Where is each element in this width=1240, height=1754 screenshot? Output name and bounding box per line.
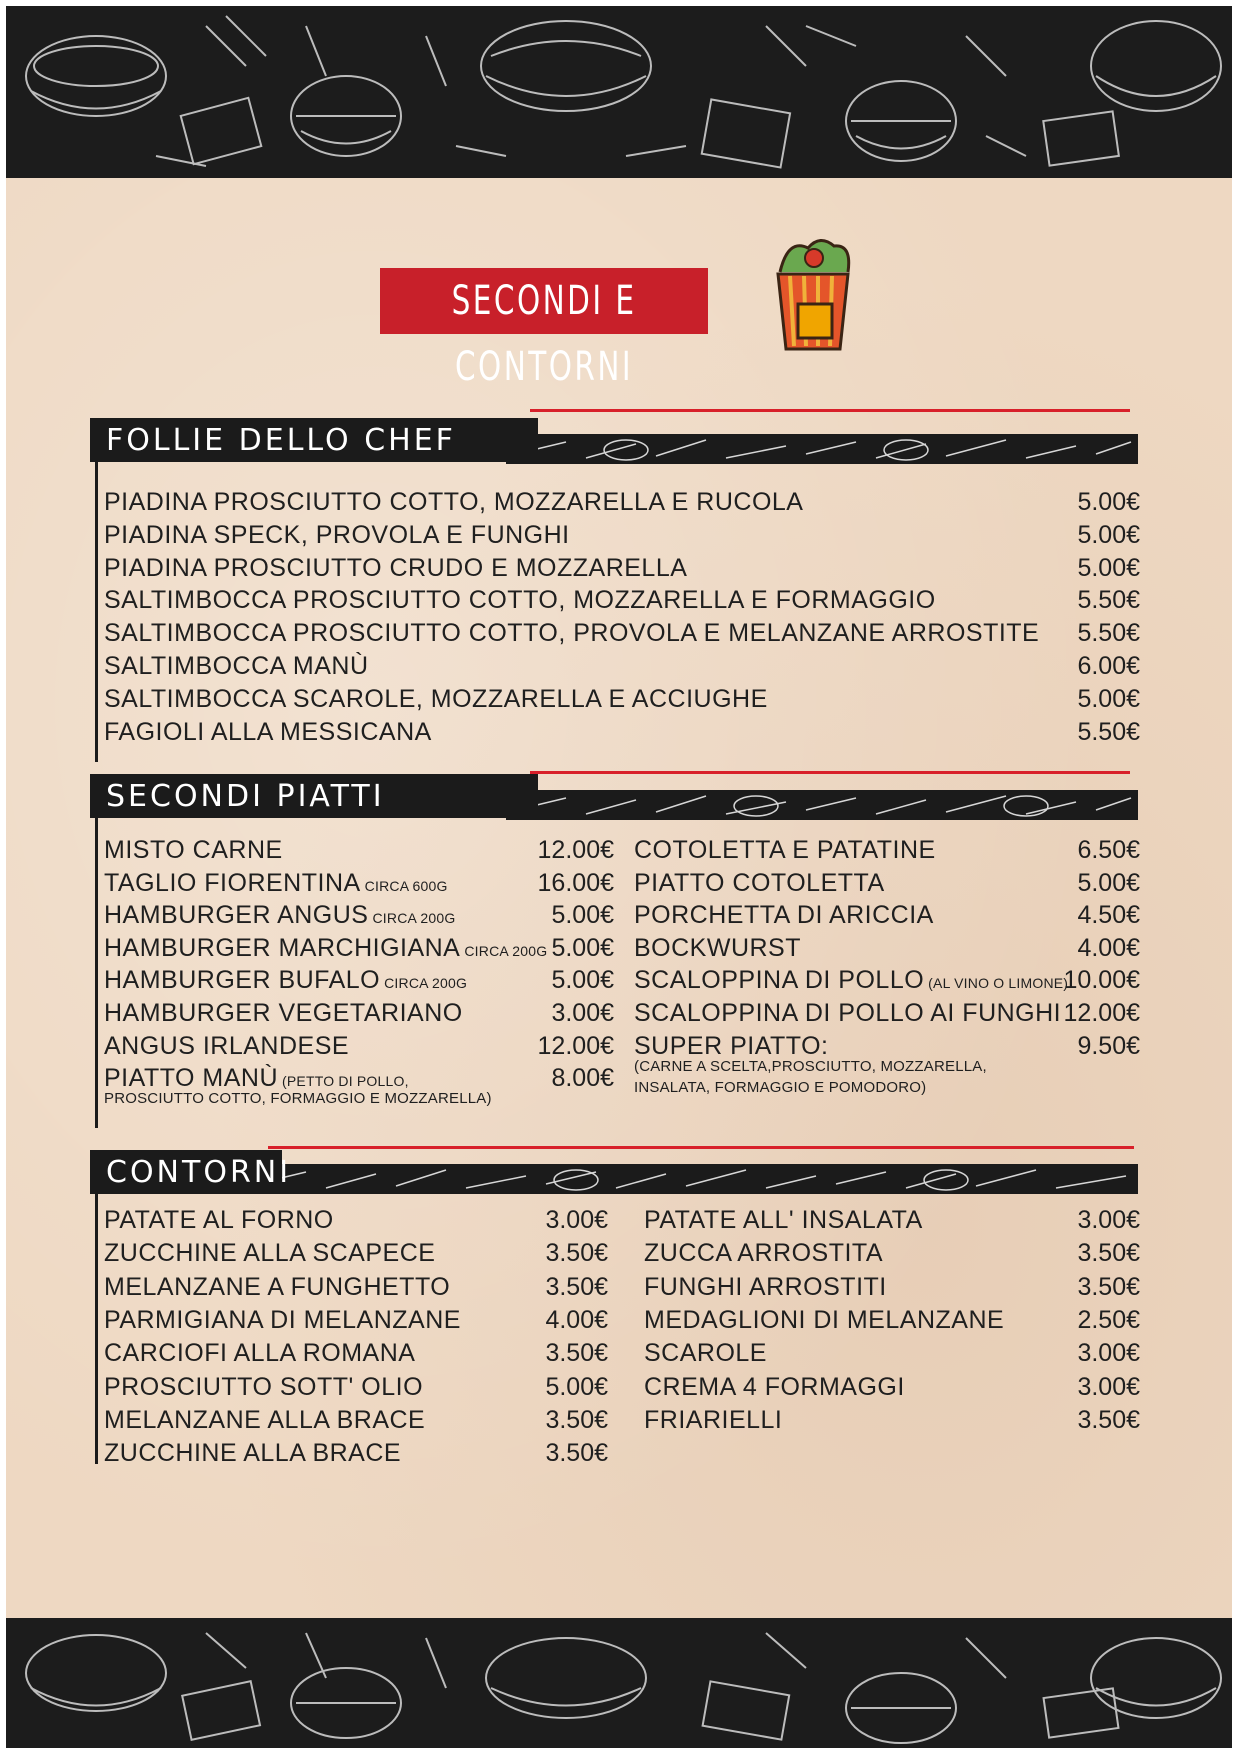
menu-item-name: HAMBURGER BUFALO: [104, 966, 381, 995]
menu-item: [104, 521, 570, 550]
menu-item-price: 4.50€: [1077, 901, 1140, 930]
super-piatto-details-1: (CARNE A SCELTA,PROSCIUTTO, MOZZARELLA,: [634, 1058, 987, 1075]
menu-item-price: 2.50€: [1077, 1305, 1140, 1334]
menu-item-name: FRIARIELLI: [644, 1405, 783, 1434]
menu-item-price: 12.00€: [1063, 999, 1140, 1027]
menu-item-name: FUNGHI ARROSTITI: [644, 1272, 887, 1301]
menu-item: [104, 1439, 401, 1468]
doodle-strip: [246, 1164, 1138, 1194]
menu-item-name: CARCIOFI ALLA ROMANA: [104, 1339, 416, 1368]
menu-item: [644, 1339, 767, 1368]
menu-item-price: 10.00€: [1063, 966, 1140, 995]
menu-item: [644, 1406, 782, 1435]
menu-item: [104, 836, 283, 865]
menu-item-price: 5.00€: [1077, 520, 1140, 549]
menu-item-name: PIATTO MANÙ: [104, 1064, 279, 1093]
menu-item-price: 16.00€: [537, 868, 614, 897]
menu-item-price: 3.00€: [1077, 1339, 1140, 1368]
menu-item: [644, 1273, 887, 1302]
menu-item-name: SALTIMBOCCA PROSCIUTTO COTTO, MOZZARELLA E FORMAGGIO: [104, 586, 936, 615]
menu-item-price: 8.00€: [551, 1064, 614, 1093]
super-piatto-details-2: INSALATA, FORMAGGIO E POMODORO): [634, 1079, 927, 1096]
menu-sheet: [6, 6, 1232, 1748]
menu-item: [104, 1273, 450, 1302]
menu-item-name: MEDAGLIONI DI MELANZANE: [644, 1305, 1005, 1334]
page-title: SECONDI E CONTORNI: [380, 268, 708, 334]
menu-item-note: (PETTO DI POLLO,: [282, 1073, 409, 1090]
menu-item-price: 5.00€: [1077, 868, 1140, 897]
menu-item: [104, 619, 1039, 648]
menu-item-name: SCALOPPINA DI POLLO: [634, 966, 925, 995]
section-title-contorni: CONTORNI: [90, 1150, 282, 1194]
menu-item-name: HAMBURGER ANGUS: [104, 901, 369, 930]
menu-item-name: SALTIMBOCCA MANÙ: [104, 652, 369, 680]
bottom-doodle-band: [6, 1618, 1232, 1748]
menu-item-name: BOCKWURST: [634, 933, 801, 962]
menu-item: [104, 999, 463, 1028]
menu-item: [634, 1032, 829, 1061]
menu-item-price: 3.00€: [1077, 1372, 1140, 1401]
menu-item-price: 12.00€: [537, 1031, 614, 1060]
menu-item-name: CREMA 4 FORMAGGI: [644, 1372, 905, 1401]
menu-item: [644, 1206, 923, 1235]
menu-item-note: CIRCA 200G: [384, 975, 468, 992]
menu-item-price: 9.50€: [1077, 1031, 1140, 1060]
menu-item: [104, 1406, 425, 1435]
section-left-border: [95, 1194, 98, 1464]
menu-item: [104, 554, 687, 583]
section-left-border: [95, 818, 98, 1128]
menu-item-name: TAGLIO FIORENTINA: [104, 868, 361, 897]
menu-item: [104, 586, 936, 615]
menu-item-name: PATATE ALL' INSALATA: [644, 1206, 923, 1234]
menu-item: [634, 934, 801, 963]
menu-item: [644, 1239, 883, 1268]
menu-item-price: 5.50€: [1077, 586, 1140, 615]
menu-item-price: 3.50€: [545, 1239, 608, 1268]
menu-item-price: 6.00€: [1077, 652, 1140, 680]
section-rule: [530, 771, 1130, 774]
menu-item: [644, 1306, 1004, 1335]
menu-item-name: HAMBURGER VEGETARIANO: [104, 999, 463, 1027]
menu-item-price: 3.50€: [1077, 1405, 1140, 1434]
menu-item-name: COTOLETTA E PATATINE: [634, 836, 936, 864]
menu-item-price: 5.00€: [551, 966, 614, 995]
menu-item-price: 3.50€: [545, 1405, 608, 1434]
menu-item-note: CIRCA 200G: [372, 910, 456, 927]
menu-item-name: MELANZANE A FUNGHETTO: [104, 1272, 451, 1301]
menu-item-name: FAGIOLI ALLA MESSICANA: [104, 717, 432, 746]
menu-item: [104, 901, 455, 930]
menu-item-price: 5.00€: [1077, 553, 1140, 582]
menu-item: [104, 1239, 435, 1268]
menu-item-name: SCALOPPINA DI POLLO AI FUNGHI: [634, 999, 1062, 1027]
menu-item-name: PROSCIUTTO SOTT' OLIO: [104, 1372, 424, 1401]
menu-item: [104, 1064, 409, 1093]
menu-item-price: 6.50€: [1077, 836, 1140, 864]
menu-item-price: 3.00€: [551, 999, 614, 1027]
section-rule: [530, 409, 1130, 412]
section-rule: [268, 1146, 1134, 1149]
menu-item: [634, 836, 936, 865]
top-doodle-band: [6, 6, 1232, 178]
menu-item-name: MISTO CARNE: [104, 836, 283, 864]
menu-item-price: 5.00€: [551, 933, 614, 962]
menu-item: [634, 966, 1068, 995]
menu-item: [644, 1373, 905, 1402]
menu-item-note: (AL VINO O LIMONE): [928, 975, 1069, 992]
menu-item-name: HAMBURGER MARCHIGIANA: [104, 933, 461, 962]
menu-item-price: 5.00€: [1077, 488, 1140, 516]
menu-item-price: 3.00€: [1077, 1206, 1140, 1234]
menu-item-price: 3.50€: [545, 1272, 608, 1301]
doodle-strip: [506, 434, 1138, 464]
menu-item-price: 3.50€: [1077, 1239, 1140, 1268]
menu-item: [104, 934, 547, 963]
menu-item: [634, 869, 885, 898]
menu-item: [104, 685, 768, 714]
menu-item-price: 3.50€: [1077, 1272, 1140, 1301]
menu-item: [104, 488, 803, 517]
menu-item-note: CIRCA 600G: [364, 877, 448, 894]
menu-item-price: 3.50€: [545, 1439, 608, 1468]
section-left-border: [95, 462, 98, 762]
piatto-manu-details: PROSCIUTTO COTTO, FORMAGGIO E MOZZARELLA): [104, 1090, 492, 1107]
menu-item-name: PORCHETTA DI ARICCIA: [634, 901, 934, 930]
menu-item-name: SUPER PIATTO:: [634, 1031, 829, 1060]
menu-item-price: 5.00€: [1077, 684, 1140, 713]
fries-bag-icon: [768, 234, 858, 354]
menu-item-name: SALTIMBOCCA PROSCIUTTO COTTO, PROVOLA E MELANZANE ARROSTITE: [104, 619, 1040, 648]
section-title-secondi: SECONDI PIATTI: [90, 774, 538, 818]
menu-item-name: PIADINA PROSCIUTTO COTTO, MOZZARELLA E RUCOLA: [104, 488, 804, 516]
menu-item-name: ZUCCA ARROSTITA: [644, 1239, 884, 1268]
menu-item: [104, 1373, 423, 1402]
menu-item-name: PARMIGIANA DI MELANZANE: [104, 1305, 461, 1334]
section-title-follie: FOLLIE DELLO CHEF: [90, 418, 538, 462]
menu-item-name: PIADINA SPECK, PROVOLA E FUNGHI: [104, 520, 570, 549]
menu-item-name: ANGUS IRLANDESE: [104, 1031, 350, 1060]
menu-item: [104, 966, 467, 995]
menu-item-note: CIRCA 200G: [464, 942, 548, 959]
menu-item-price: 5.50€: [1077, 717, 1140, 746]
menu-item: [104, 718, 432, 747]
menu-item-price: 5.00€: [545, 1372, 608, 1401]
burger-doodle-pattern-icon: [6, 1618, 1232, 1748]
menu-item-name: PIATTO COTOLETTA: [634, 868, 885, 897]
menu-item-price: 3.00€: [545, 1206, 608, 1234]
menu-item: [104, 1206, 334, 1235]
menu-item-name: PIADINA PROSCIUTTO CRUDO E MOZZARELLA: [104, 553, 688, 582]
menu-item-name: ZUCCHINE ALLA BRACE: [104, 1439, 402, 1468]
menu-item-name: PATATE AL FORNO: [104, 1206, 334, 1234]
menu-item: [634, 901, 934, 930]
menu-item: [634, 999, 1061, 1028]
menu-item: [104, 1032, 349, 1061]
menu-item-name: ZUCCHINE ALLA SCAPECE: [104, 1239, 436, 1268]
menu-item-price: 5.00€: [551, 901, 614, 930]
menu-item: [104, 1339, 415, 1368]
menu-item: [104, 869, 448, 898]
menu-item-price: 4.00€: [545, 1305, 608, 1334]
menu-item-name: SCAROLE: [644, 1339, 767, 1368]
menu-item-price: 12.00€: [537, 836, 614, 864]
menu-item-price: 3.50€: [545, 1339, 608, 1368]
menu-item: [104, 652, 369, 681]
menu-item-name: SALTIMBOCCA SCAROLE, MOZZARELLA E ACCIUGHE: [104, 684, 768, 713]
menu-item-name: MELANZANE ALLA BRACE: [104, 1405, 426, 1434]
menu-item-price: 4.00€: [1077, 933, 1140, 962]
menu-item-price: 5.50€: [1077, 619, 1140, 648]
menu-item: [104, 1306, 461, 1335]
burger-doodle-pattern-icon: [6, 6, 1232, 178]
doodle-strip: [506, 790, 1138, 820]
